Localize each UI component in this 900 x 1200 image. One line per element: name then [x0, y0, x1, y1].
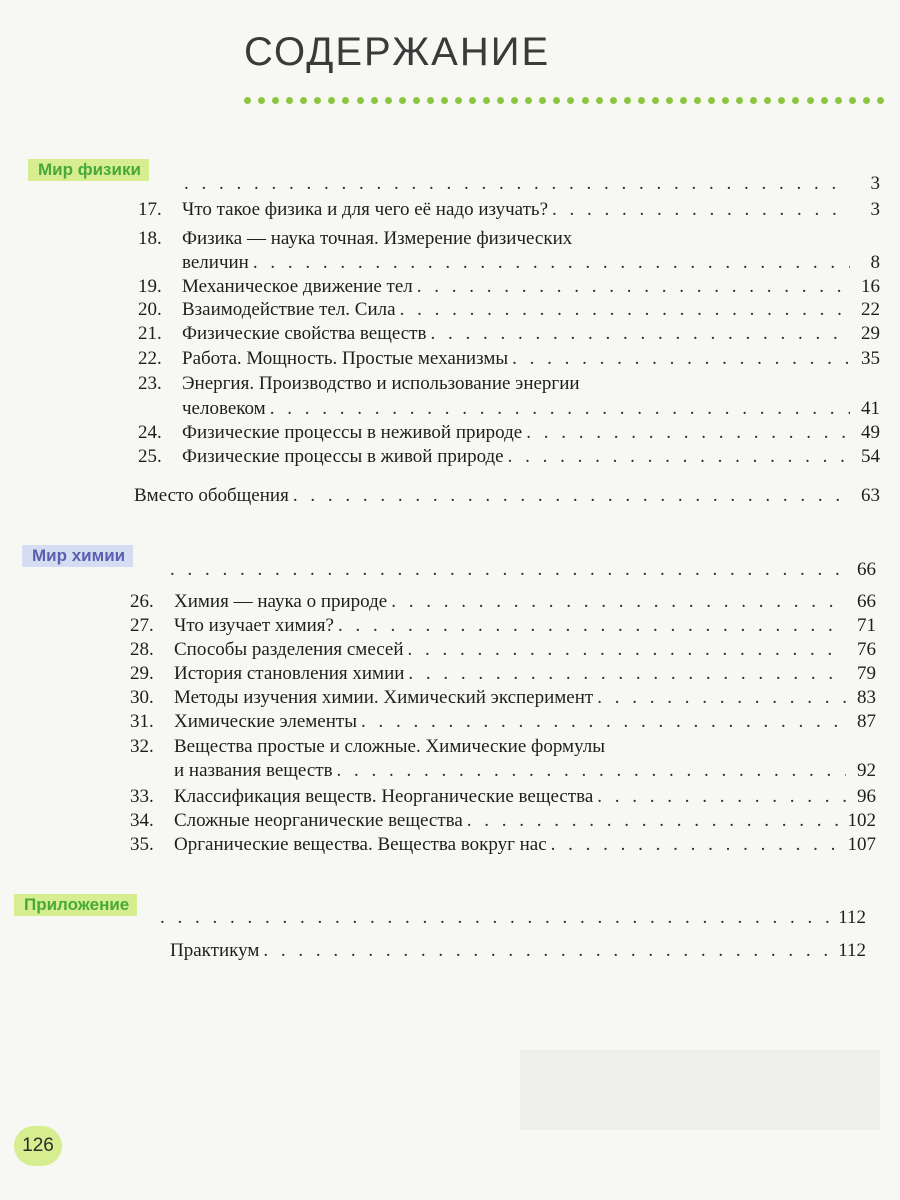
dot-leader — [263, 939, 834, 962]
page-number-badge: 126 — [14, 1126, 62, 1166]
entry-title: Что такое физика и для чего её надо изучать? — [182, 199, 549, 220]
entry-number: 32. — [130, 736, 154, 757]
rule-dot — [539, 97, 546, 104]
toc-entry-line[interactable] — [138, 227, 572, 250]
entry-number: 29. — [130, 663, 154, 684]
toc-entry-summary[interactable] — [134, 484, 880, 507]
page-ref: 87 — [857, 711, 876, 732]
dot-leader — [270, 397, 850, 420]
rule-dot — [567, 97, 574, 104]
page-ref: 92 — [857, 760, 876, 781]
dot-leader — [337, 759, 846, 782]
entry-title: Химия — наука о природе — [174, 591, 388, 612]
rule-dot — [455, 97, 462, 104]
faded-bleed-through — [520, 1050, 880, 1130]
rule-dot — [778, 97, 785, 104]
dot-leader — [160, 906, 834, 929]
dot-leader — [552, 198, 850, 221]
rule-dot — [469, 97, 476, 104]
page-ref: 83 — [857, 687, 876, 708]
toc-entry-continued[interactable] — [174, 759, 876, 782]
entry-title: Вместо обобщения — [134, 485, 289, 506]
rule-dot — [849, 97, 856, 104]
page-ref: 3 — [870, 173, 880, 194]
page-title: СОДЕРЖАНИЕ — [244, 30, 551, 74]
rule-dot — [807, 97, 814, 104]
entry-title: Что изучает химия? — [174, 615, 334, 636]
entry-number: 35. — [130, 834, 154, 855]
entry-title: Взаимодействие тел. Сила — [182, 299, 396, 320]
toc-entry-continued[interactable] — [182, 251, 880, 274]
toc-section-physics[interactable] — [180, 172, 880, 195]
page-ref: 96 — [857, 786, 876, 807]
page-ref: 76 — [857, 639, 876, 660]
page-ref: 35 — [861, 348, 880, 369]
rule-dot — [694, 97, 701, 104]
toc-entry[interactable] — [170, 939, 866, 962]
toc-entry-continued[interactable] — [182, 397, 880, 420]
page-ref: 8 — [870, 252, 880, 273]
entry-title: Химические элементы — [174, 711, 357, 732]
toc-entry[interactable] — [130, 590, 876, 613]
toc-entry[interactable] — [130, 662, 876, 685]
toc-entry[interactable] — [138, 347, 880, 370]
toc-entry[interactable] — [138, 322, 880, 345]
entry-title-cont: человеком — [182, 398, 266, 419]
rule-dot — [652, 97, 659, 104]
page-ref: 79 — [857, 663, 876, 684]
rule-dot — [300, 97, 307, 104]
toc-entry[interactable] — [138, 445, 880, 468]
dot-leader — [417, 275, 850, 298]
dot-leader — [253, 251, 850, 274]
rule-dot — [736, 97, 743, 104]
rule-dot — [610, 97, 617, 104]
toc-entry[interactable] — [130, 686, 876, 709]
page-ref: 71 — [857, 615, 876, 636]
entry-number: 31. — [130, 711, 154, 732]
toc-entry[interactable] — [138, 275, 880, 298]
dot-leader — [293, 484, 850, 507]
toc-section-chemistry[interactable] — [166, 558, 876, 581]
rule-dot — [497, 97, 504, 104]
page-ref: 112 — [838, 907, 866, 928]
rule-dot — [371, 97, 378, 104]
entry-title: Физика — наука точная. Измерение физических — [182, 228, 573, 249]
page-ref: 22 — [861, 299, 880, 320]
entry-number: 34. — [130, 810, 154, 831]
dot-leader — [551, 833, 844, 856]
entry-title: Вещества простые и сложные. Химические формулы — [174, 736, 605, 757]
rule-dot — [764, 97, 771, 104]
entry-number: 17. — [138, 199, 162, 220]
entry-number: 33. — [130, 786, 154, 807]
entry-number: 18. — [138, 228, 162, 249]
rule-dot — [553, 97, 560, 104]
page-ref: 112 — [838, 940, 866, 961]
page-ref: 63 — [861, 485, 880, 506]
dot-leader — [408, 638, 847, 661]
dot-leader — [467, 809, 844, 832]
rule-dot — [244, 97, 251, 104]
rule-dot — [399, 97, 406, 104]
page-ref: 49 — [861, 422, 880, 443]
dot-leader — [408, 662, 846, 685]
rule-dot — [624, 97, 631, 104]
toc-entry[interactable] — [130, 785, 876, 808]
entry-title: Способы разделения смесей — [174, 639, 404, 660]
entry-number: 28. — [130, 639, 154, 660]
toc-entry[interactable] — [138, 298, 880, 321]
entry-number: 26. — [130, 591, 154, 612]
entry-title: Работа. Мощность. Простые механизмы — [182, 348, 509, 369]
rule-dot — [272, 97, 279, 104]
dot-leader — [391, 590, 846, 613]
rule-dot — [666, 97, 673, 104]
rule-dot — [821, 97, 828, 104]
section-label-chemistry: Мир химии — [22, 545, 133, 567]
page-ref: 54 — [861, 446, 880, 467]
page-ref: 66 — [857, 591, 876, 612]
entry-title: История становления химии — [174, 663, 405, 684]
rule-dot — [722, 97, 729, 104]
rule-dot — [314, 97, 321, 104]
dot-leader — [184, 172, 850, 195]
rule-dot — [596, 97, 603, 104]
entry-title: Практикум — [170, 940, 260, 961]
rule-dot — [877, 97, 884, 104]
entry-title: Энергия. Производство и использование энергии — [182, 373, 580, 394]
rule-dot — [342, 97, 349, 104]
dot-leader — [170, 558, 846, 581]
rule-dot — [792, 97, 799, 104]
rule-dot — [511, 97, 518, 104]
dot-leader — [512, 347, 850, 370]
entry-title: Физические свойства веществ — [182, 323, 427, 344]
toc-entry[interactable] — [130, 833, 876, 856]
entry-title: Методы изучения химии. Химический эксперимент — [174, 687, 594, 708]
toc-entry-line[interactable] — [138, 372, 580, 395]
entry-title: Органические вещества. Вещества вокруг нас — [174, 834, 547, 855]
rule-dot — [441, 97, 448, 104]
dot-leader — [597, 686, 846, 709]
rule-dot — [863, 97, 870, 104]
entry-title: Механическое движение тел — [182, 276, 413, 297]
page-ref: 41 — [861, 398, 880, 419]
toc-section-appendix[interactable] — [156, 906, 866, 929]
dot-leader — [361, 710, 846, 733]
rule-dot — [328, 97, 335, 104]
page-ref: 3 — [870, 199, 880, 220]
dot-leader — [430, 322, 850, 345]
toc-entry[interactable] — [130, 638, 876, 661]
rule-dot — [483, 97, 490, 104]
entry-number: 24. — [138, 422, 162, 443]
rule-dot — [638, 97, 645, 104]
toc-entry[interactable] — [130, 809, 876, 832]
toc-entry[interactable] — [130, 710, 876, 733]
toc-entry[interactable] — [138, 421, 880, 444]
entry-number: 21. — [138, 323, 162, 344]
rule-dot — [582, 97, 589, 104]
rule-dot — [286, 97, 293, 104]
rule-dot — [357, 97, 364, 104]
toc-entry[interactable] — [138, 198, 880, 221]
rule-dot — [835, 97, 842, 104]
section-label-appendix: Приложение — [14, 894, 137, 916]
page-ref: 29 — [861, 323, 880, 344]
dot-leader — [338, 614, 846, 637]
entry-number: 19. — [138, 276, 162, 297]
dot-leader — [597, 785, 846, 808]
rule-dot — [427, 97, 434, 104]
entry-number: 20. — [138, 299, 162, 320]
entry-number: 25. — [138, 446, 162, 467]
rule-dot — [413, 97, 420, 104]
rule-dot — [708, 97, 715, 104]
page-ref: 102 — [847, 810, 876, 831]
entry-number: 30. — [130, 687, 154, 708]
rule-dot — [385, 97, 392, 104]
rule-dot — [525, 97, 532, 104]
toc-entry-line[interactable] — [130, 735, 605, 758]
page-ref: 107 — [847, 834, 876, 855]
toc-entry[interactable] — [130, 614, 876, 637]
page-ref: 66 — [857, 559, 876, 580]
section-label-physics: Мир физики — [28, 159, 149, 181]
page-ref: 16 — [861, 276, 880, 297]
entry-title-cont: величин — [182, 252, 249, 273]
rule-dot — [750, 97, 757, 104]
dotted-rule — [244, 95, 884, 105]
entry-title: Сложные неорганические вещества — [174, 810, 463, 831]
entry-title-cont: и названия веществ — [174, 760, 333, 781]
dot-leader — [526, 421, 850, 444]
entry-number: 27. — [130, 615, 154, 636]
entry-title: Физические процессы в живой природе — [182, 446, 504, 467]
entry-number: 22. — [138, 348, 162, 369]
dot-leader — [400, 298, 850, 321]
dot-leader — [508, 445, 850, 468]
rule-dot — [680, 97, 687, 104]
entry-title: Классификация веществ. Неорганические вещества — [174, 786, 594, 807]
entry-title: Физические процессы в неживой природе — [182, 422, 523, 443]
entry-number: 23. — [138, 373, 162, 394]
rule-dot — [258, 97, 265, 104]
